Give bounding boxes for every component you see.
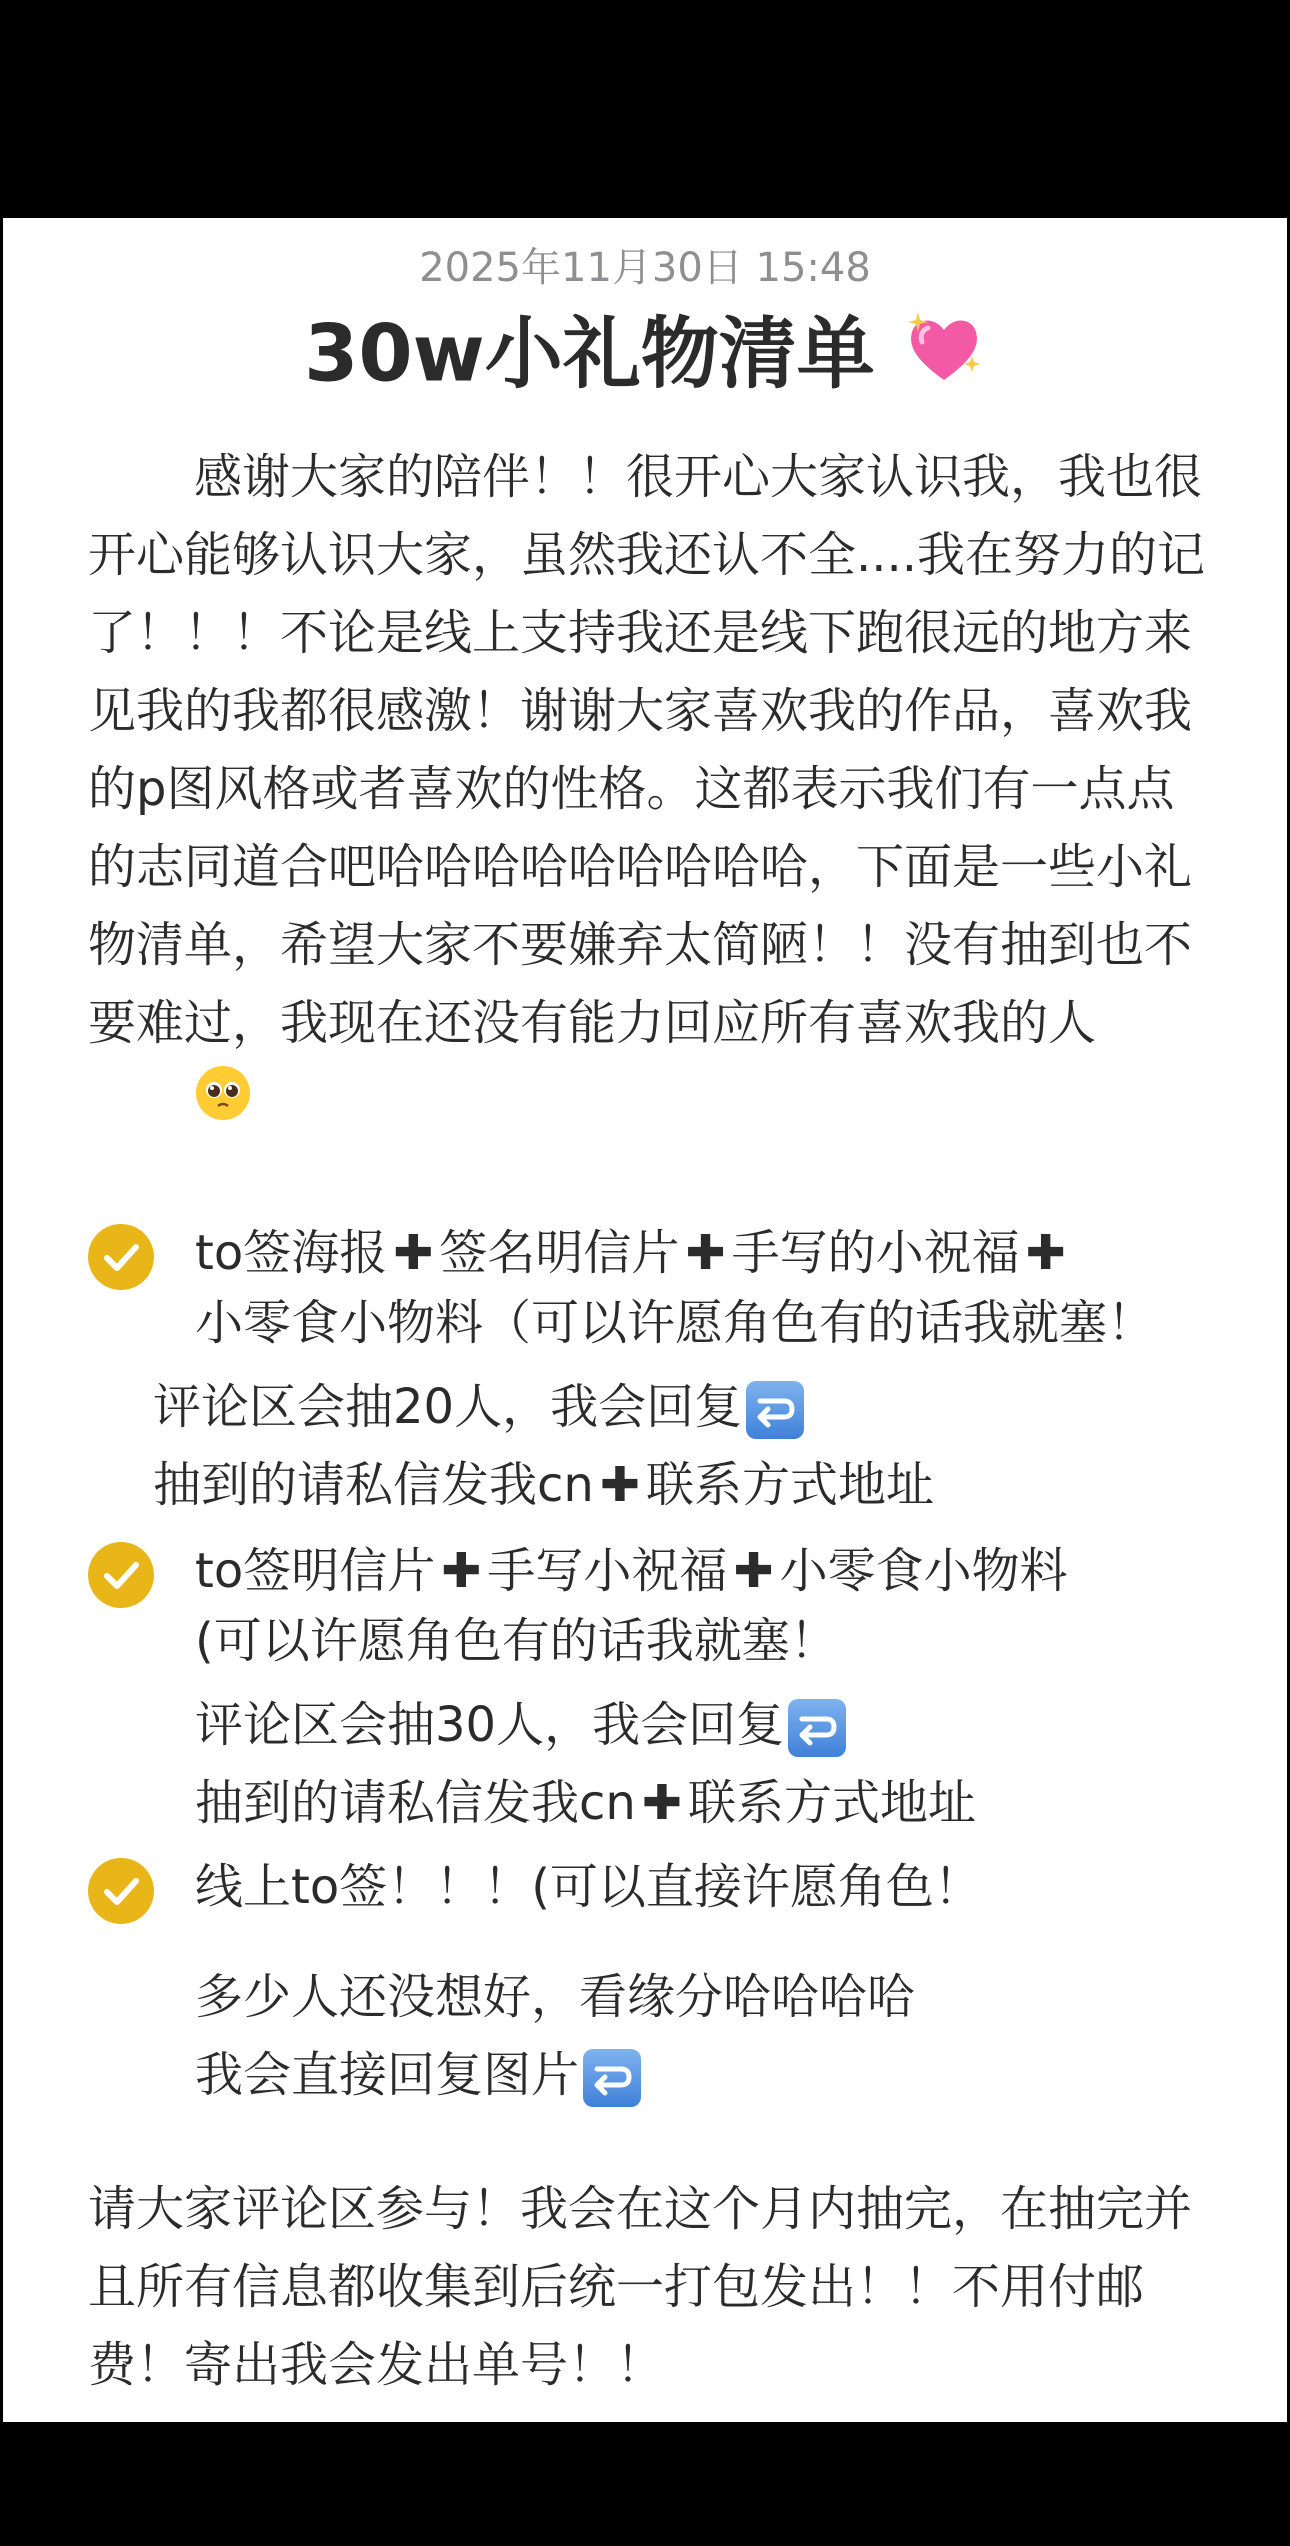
check-circle-icon [88, 1858, 154, 1924]
gift-part: 小零食小物料 [779, 1543, 1068, 1599]
heavy-plus-icon: ✚ [685, 1225, 726, 1281]
top-black-bar [0, 0, 1290, 218]
intro-text: 感谢大家的陪伴！！很开心大家认识我，我也很开心能够认识大家，虽然我还认不全....我在努力的记了！！！不论是线上支持我还是线下跑很远的地方来见我的我都很感激！谢谢大家喜欢我的作品，喜欢我的p图风格或者喜欢的性格。这都表示我们有一点点的志同道合吧哈哈哈哈哈哈哈哈哈，下面是一些小礼物清单，希望大家不要嫌弃太简陋！！没有抽到也不要难过，我现在还没有能力回应所有喜欢我的人 [88, 449, 1206, 1051]
closing-paragraph: 请大家评论区参与！我会在这个月内抽完，在抽完并且所有信息都收集到后统一打包发出！！不用付邮费！寄出我会发出单号！！ [88, 2181, 1193, 2393]
pleading-face-icon [88, 1064, 252, 1145]
bottom-black-bar [0, 2422, 1290, 2546]
gift-item-3-text [195, 1852, 1208, 1922]
check-circle-icon [88, 1542, 154, 1608]
gift-item-1-line2: 小零食小物料（可以许愿角色有的话我就塞！ [195, 1295, 1156, 1351]
timestamp: 2025年11月30日 15:48 [419, 245, 871, 291]
gift-item-2-line1 [195, 1536, 1208, 1606]
title-text: 30w小礼物清单 [304, 309, 875, 400]
note-card [3, 218, 1287, 2422]
gift-item-2-draw-info [195, 1690, 846, 1760]
gift-part: 签名明信片 [439, 1225, 680, 1281]
heavy-plus-icon: ✚ [441, 1543, 482, 1599]
gift-item-3 [88, 1852, 1208, 1922]
check-circle-icon [88, 1224, 154, 1290]
gift-item-1-text [195, 1218, 1208, 1358]
draw-count-text: 评论区会抽20人，我会回复 [153, 1379, 743, 1435]
contact-text: 抽到的请私信发我cn [195, 1775, 636, 1831]
gift-item-3-reply-info [195, 2040, 641, 2110]
gift-item-2-contact-info [195, 1768, 976, 1838]
reply-text: 我会直接回复图片 [195, 2047, 580, 2103]
heavy-plus-icon: ✚ [1025, 1225, 1066, 1281]
heavy-plus-icon: ✚ [641, 1775, 683, 1831]
return-arrow-icon [583, 2049, 641, 2107]
gift-item-1 [88, 1218, 1208, 1358]
return-arrow-icon [788, 1699, 846, 1757]
heavy-plus-icon: ✚ [599, 1457, 641, 1513]
contact-text: 抽到的请私信发我cn [153, 1457, 594, 1513]
gift-part: 手写小祝福 [487, 1543, 728, 1599]
gift-item-1-draw-info [153, 1372, 804, 1442]
gift-item-2-line2: (可以许愿角色有的话我就塞！ [195, 1613, 838, 1669]
gift-item-3-note: 多少人还没想好，看缘分哈哈哈哈 [195, 1969, 916, 2025]
gift-item-2-text [195, 1536, 1208, 1676]
sparkling-heart-icon [902, 306, 986, 412]
page-title [3, 306, 1287, 412]
gift-part: to签明信片 [195, 1543, 436, 1599]
intro-paragraph [88, 438, 1208, 1145]
gift-part: to签海报 [195, 1225, 388, 1281]
gift-item-1-contact-info [153, 1450, 934, 1520]
gift-item-3-line1: 线上to签！！！(可以直接许愿角色！ [195, 1859, 982, 1915]
heavy-plus-icon: ✚ [733, 1543, 774, 1599]
draw-count-text: 评论区会抽30人，我会回复 [195, 1697, 785, 1753]
contact-text: 联系方式地址 [688, 1775, 977, 1831]
contact-text: 联系方式地址 [646, 1457, 935, 1513]
gift-part: 手写的小祝福 [731, 1225, 1020, 1281]
gift-item-1-line1 [195, 1218, 1208, 1288]
heavy-plus-icon: ✚ [393, 1225, 434, 1281]
gift-item-2 [88, 1536, 1208, 1676]
return-arrow-icon [746, 1381, 804, 1439]
